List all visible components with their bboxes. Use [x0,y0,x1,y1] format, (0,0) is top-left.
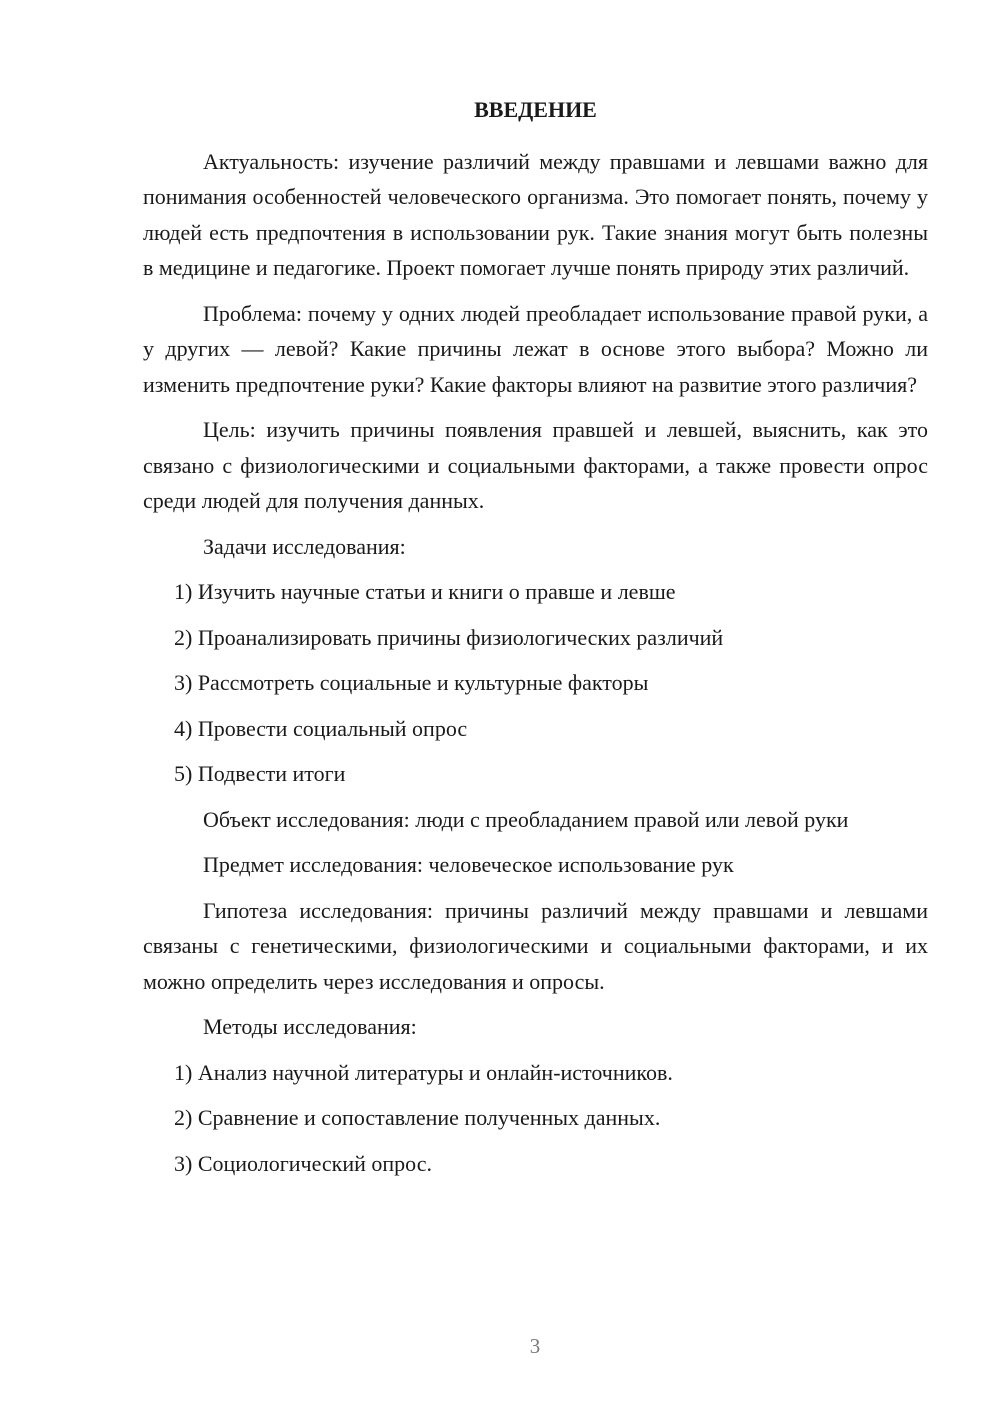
object-paragraph: Объект исследования: люди с преобладанием правой или левой руки [203,806,849,832]
task-item: 4) Провести социальный опрос [174,715,468,741]
relevance-paragraph: Актуальность: изучение различий между правшами и левшами важно для понимания особенностей человеческого организма. Это помогает понять, почему у людей есть предпочтения в использовании рук. Такие знания могут быть полезны в медицине и педагогике. Проект помогает лучше понять природу этих различий. [143,148,928,280]
method-item: 1) Анализ научной литературы и онлайн-источников. [174,1059,673,1085]
methods-heading: Методы исследования: [203,1014,417,1039]
tasks-heading: Задачи исследования: [203,533,406,559]
task-item: 2) Проанализировать причины физиологических различий [174,624,724,650]
task-item: 5) Подвести итоги [174,761,346,786]
problem-paragraph: Проблема: почему у одних людей преобладает использование правой руки, а у других — левой? Какие причины лежат в основе этого выбора? Можно ли изменить предпочтение руки? Какие факторы влияют на развитие этого различия? [143,300,928,397]
task-item: 1) Изучить научные статьи и книги о правше и левше [174,579,676,604]
hypothesis-paragraph: Гипотеза исследования: причины различий между правшами и левшами связаны с генетическими, физиологическими и социальными факторами, и их можно определить через исследования и опросы. [143,897,928,994]
page-number: 3 [529,1334,541,1358]
method-item: 2) Сравнение и сопоставление полученных данных. [174,1105,661,1130]
method-item: 3) Социологический опрос. [174,1150,432,1176]
document-page [143,92,928,1181]
task-item: 3) Рассмотреть социальные и культурные факторы [174,670,649,695]
subject-paragraph: Предмет исследования: человеческое использование рук [203,852,734,877]
goal-paragraph: Цель: изучить причины появления правшей и левшей, выяснить, как это связано с физиологическими и социальными факторами, а также провести опрос среди людей для получения данных. [143,417,928,513]
section-title: ВВЕДЕНИЕ [474,97,597,122]
